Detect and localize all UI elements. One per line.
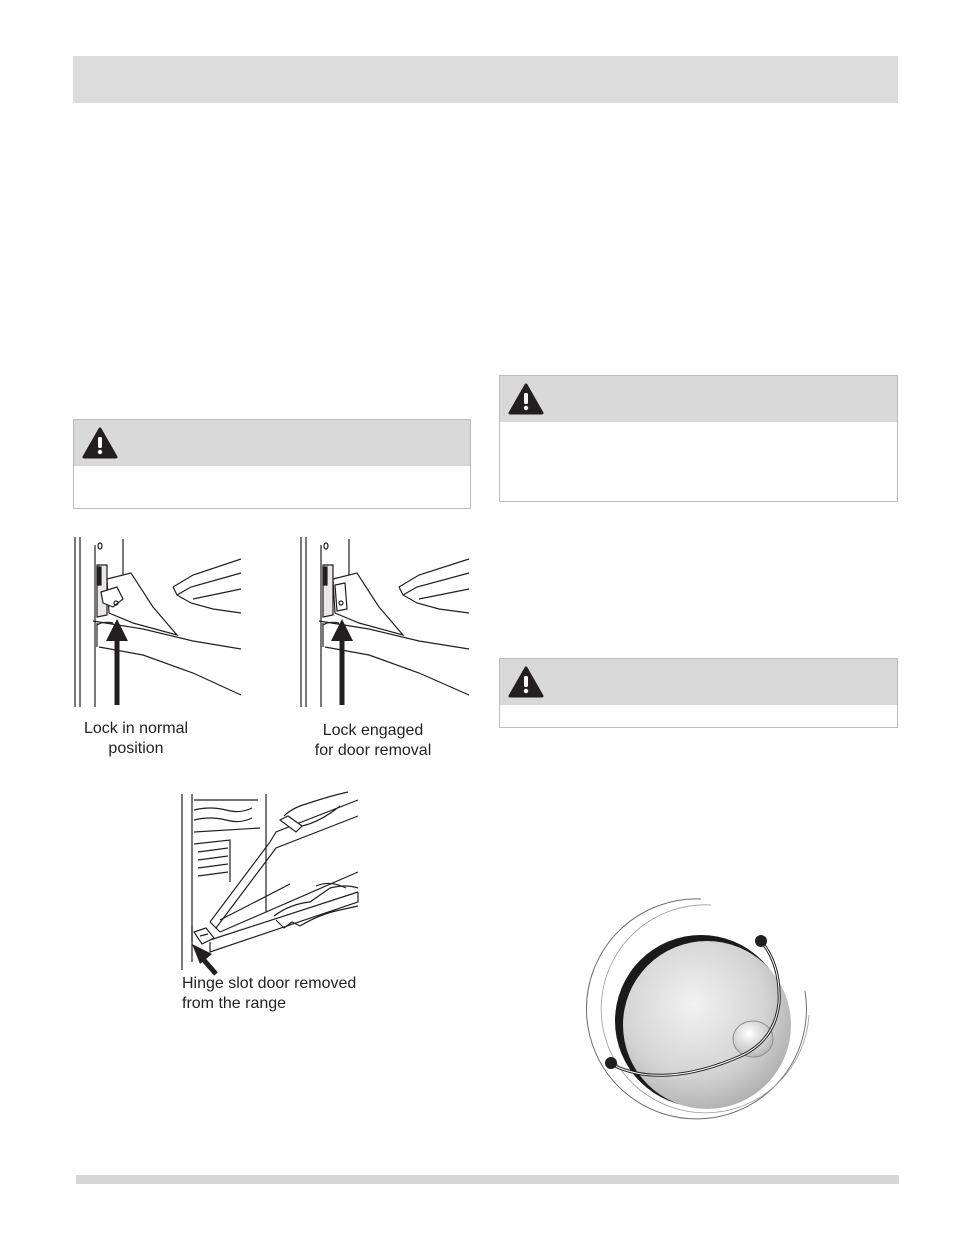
page-header-bar	[73, 56, 898, 103]
oven-light-illustration	[583, 895, 813, 1125]
door-removal-illustration	[180, 792, 358, 972]
arrow-up-icon	[331, 619, 353, 705]
arrow-diagonal-icon	[192, 944, 216, 974]
warning-box-left	[73, 419, 471, 509]
warning-box-header	[74, 420, 470, 466]
lock-normal-illustration	[73, 537, 241, 697]
warning-box-right-bottom	[499, 658, 898, 728]
warning-box-right-top	[499, 375, 898, 502]
warning-triangle-icon	[508, 383, 544, 415]
lock-engaged-caption: Lock engaged for door removal	[314, 722, 432, 759]
warning-triangle-icon	[82, 427, 118, 459]
hinge-slot-caption: Hinge slot door removed from the range	[182, 975, 357, 1012]
warning-triangle-icon	[508, 666, 544, 698]
lock-normal-caption: Lock in normal position	[83, 720, 189, 757]
warning-box-header	[500, 376, 897, 422]
page-footer-bar	[76, 1175, 899, 1184]
warning-box-header	[500, 659, 897, 705]
arrow-up-icon	[106, 619, 128, 705]
lock-engaged-illustration	[299, 537, 469, 697]
